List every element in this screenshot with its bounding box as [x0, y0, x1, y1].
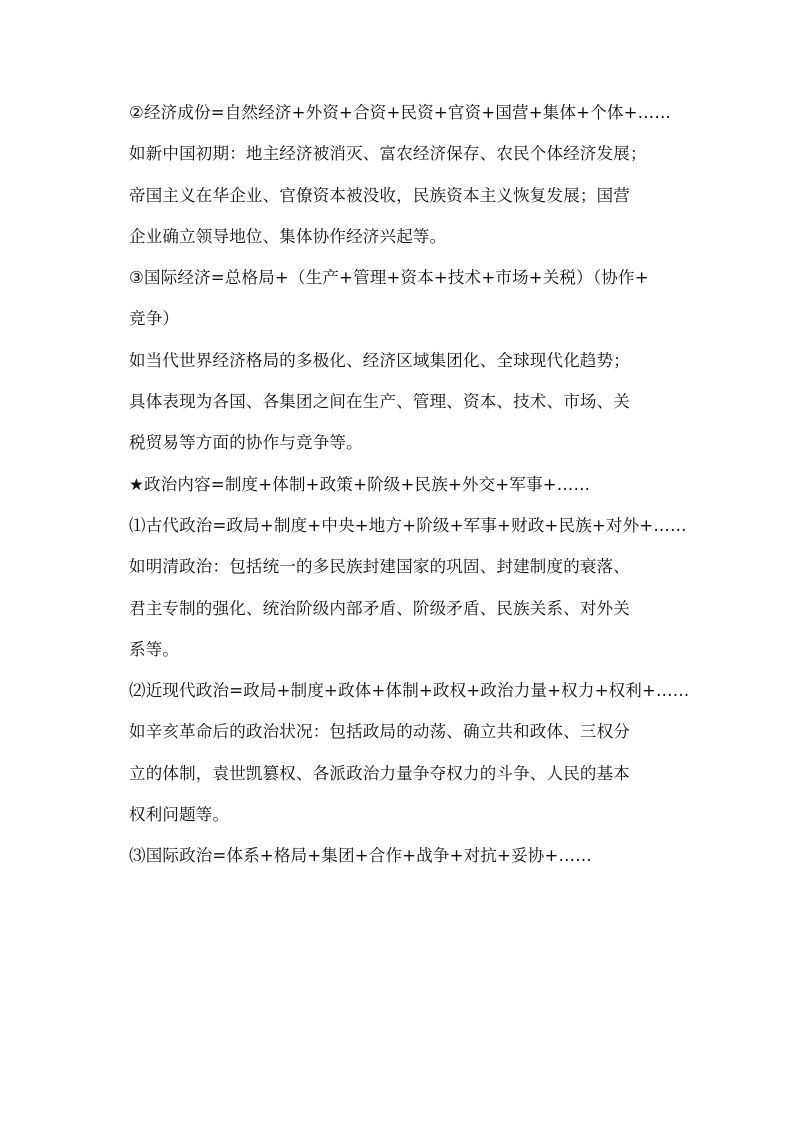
- text-line: 税贸易等方面的协作与竞争等。: [129, 433, 363, 453]
- economic-composition-heading: ②经济成份=自然经济+外资+合资+民资+官资+国营+集体+个体+……: [129, 103, 672, 122]
- text-line: 如新中国初期：地主经济被消灭、富农经济保存、农民个体经济发展；: [129, 144, 647, 164]
- text-line: 竞争）: [129, 309, 180, 329]
- political-content-heading: ★政治内容=制度+体制+政策+阶级+民族+外交+军事+……: [129, 474, 591, 494]
- text-line: 帝国主义在华企业、官僚资本被没收，民族资本主义恢复发展；国营: [129, 185, 630, 205]
- ancient-politics-heading: ⑴古代政治=政局+制度+中央+地方+阶级+军事+财政+民族+对外+……: [129, 515, 687, 535]
- text-line: 权利问题等。: [129, 805, 230, 825]
- document-body: [129, 103, 690, 888]
- international-economy-heading: ③国际经济=总格局+（生产+管理+资本+技术+市场+关税）（协作+: [129, 268, 649, 288]
- international-politics-heading: ⑶国际政治=体系+格局+集团+合作+战争+对抗+妥协+……: [129, 846, 592, 866]
- text-line: 君主专制的强化、统治阶级内部矛盾、阶级矛盾、民族关系、对外关: [129, 598, 630, 618]
- text-line: 企业确立领导地位、集体协作经济兴起等。: [129, 226, 447, 246]
- text-line: 系等。: [129, 639, 180, 659]
- text-line: 具体表现为各国、各集团之间在生产、管理、资本、技术、市场、关: [129, 392, 630, 412]
- modern-politics-heading: ⑵近现代政治=政局+制度+政体+体制+政权+政治力量+权力+权利+……: [129, 681, 690, 701]
- text-line: 如明清政治：包括统一的多民族封建国家的巩固、封建制度的衰落、: [129, 557, 630, 577]
- text-line: 立的体制，袁世凯篡权、各派政治力量争夺权力的斗争、人民的基本: [129, 763, 630, 783]
- text-line: 如辛亥革命后的政治状况：包括政局的动荡、确立共和政体、三权分: [129, 722, 630, 742]
- text-line: 如当代世界经济格局的多极化、经济区域集团化、全球现代化趋势；: [129, 350, 630, 370]
